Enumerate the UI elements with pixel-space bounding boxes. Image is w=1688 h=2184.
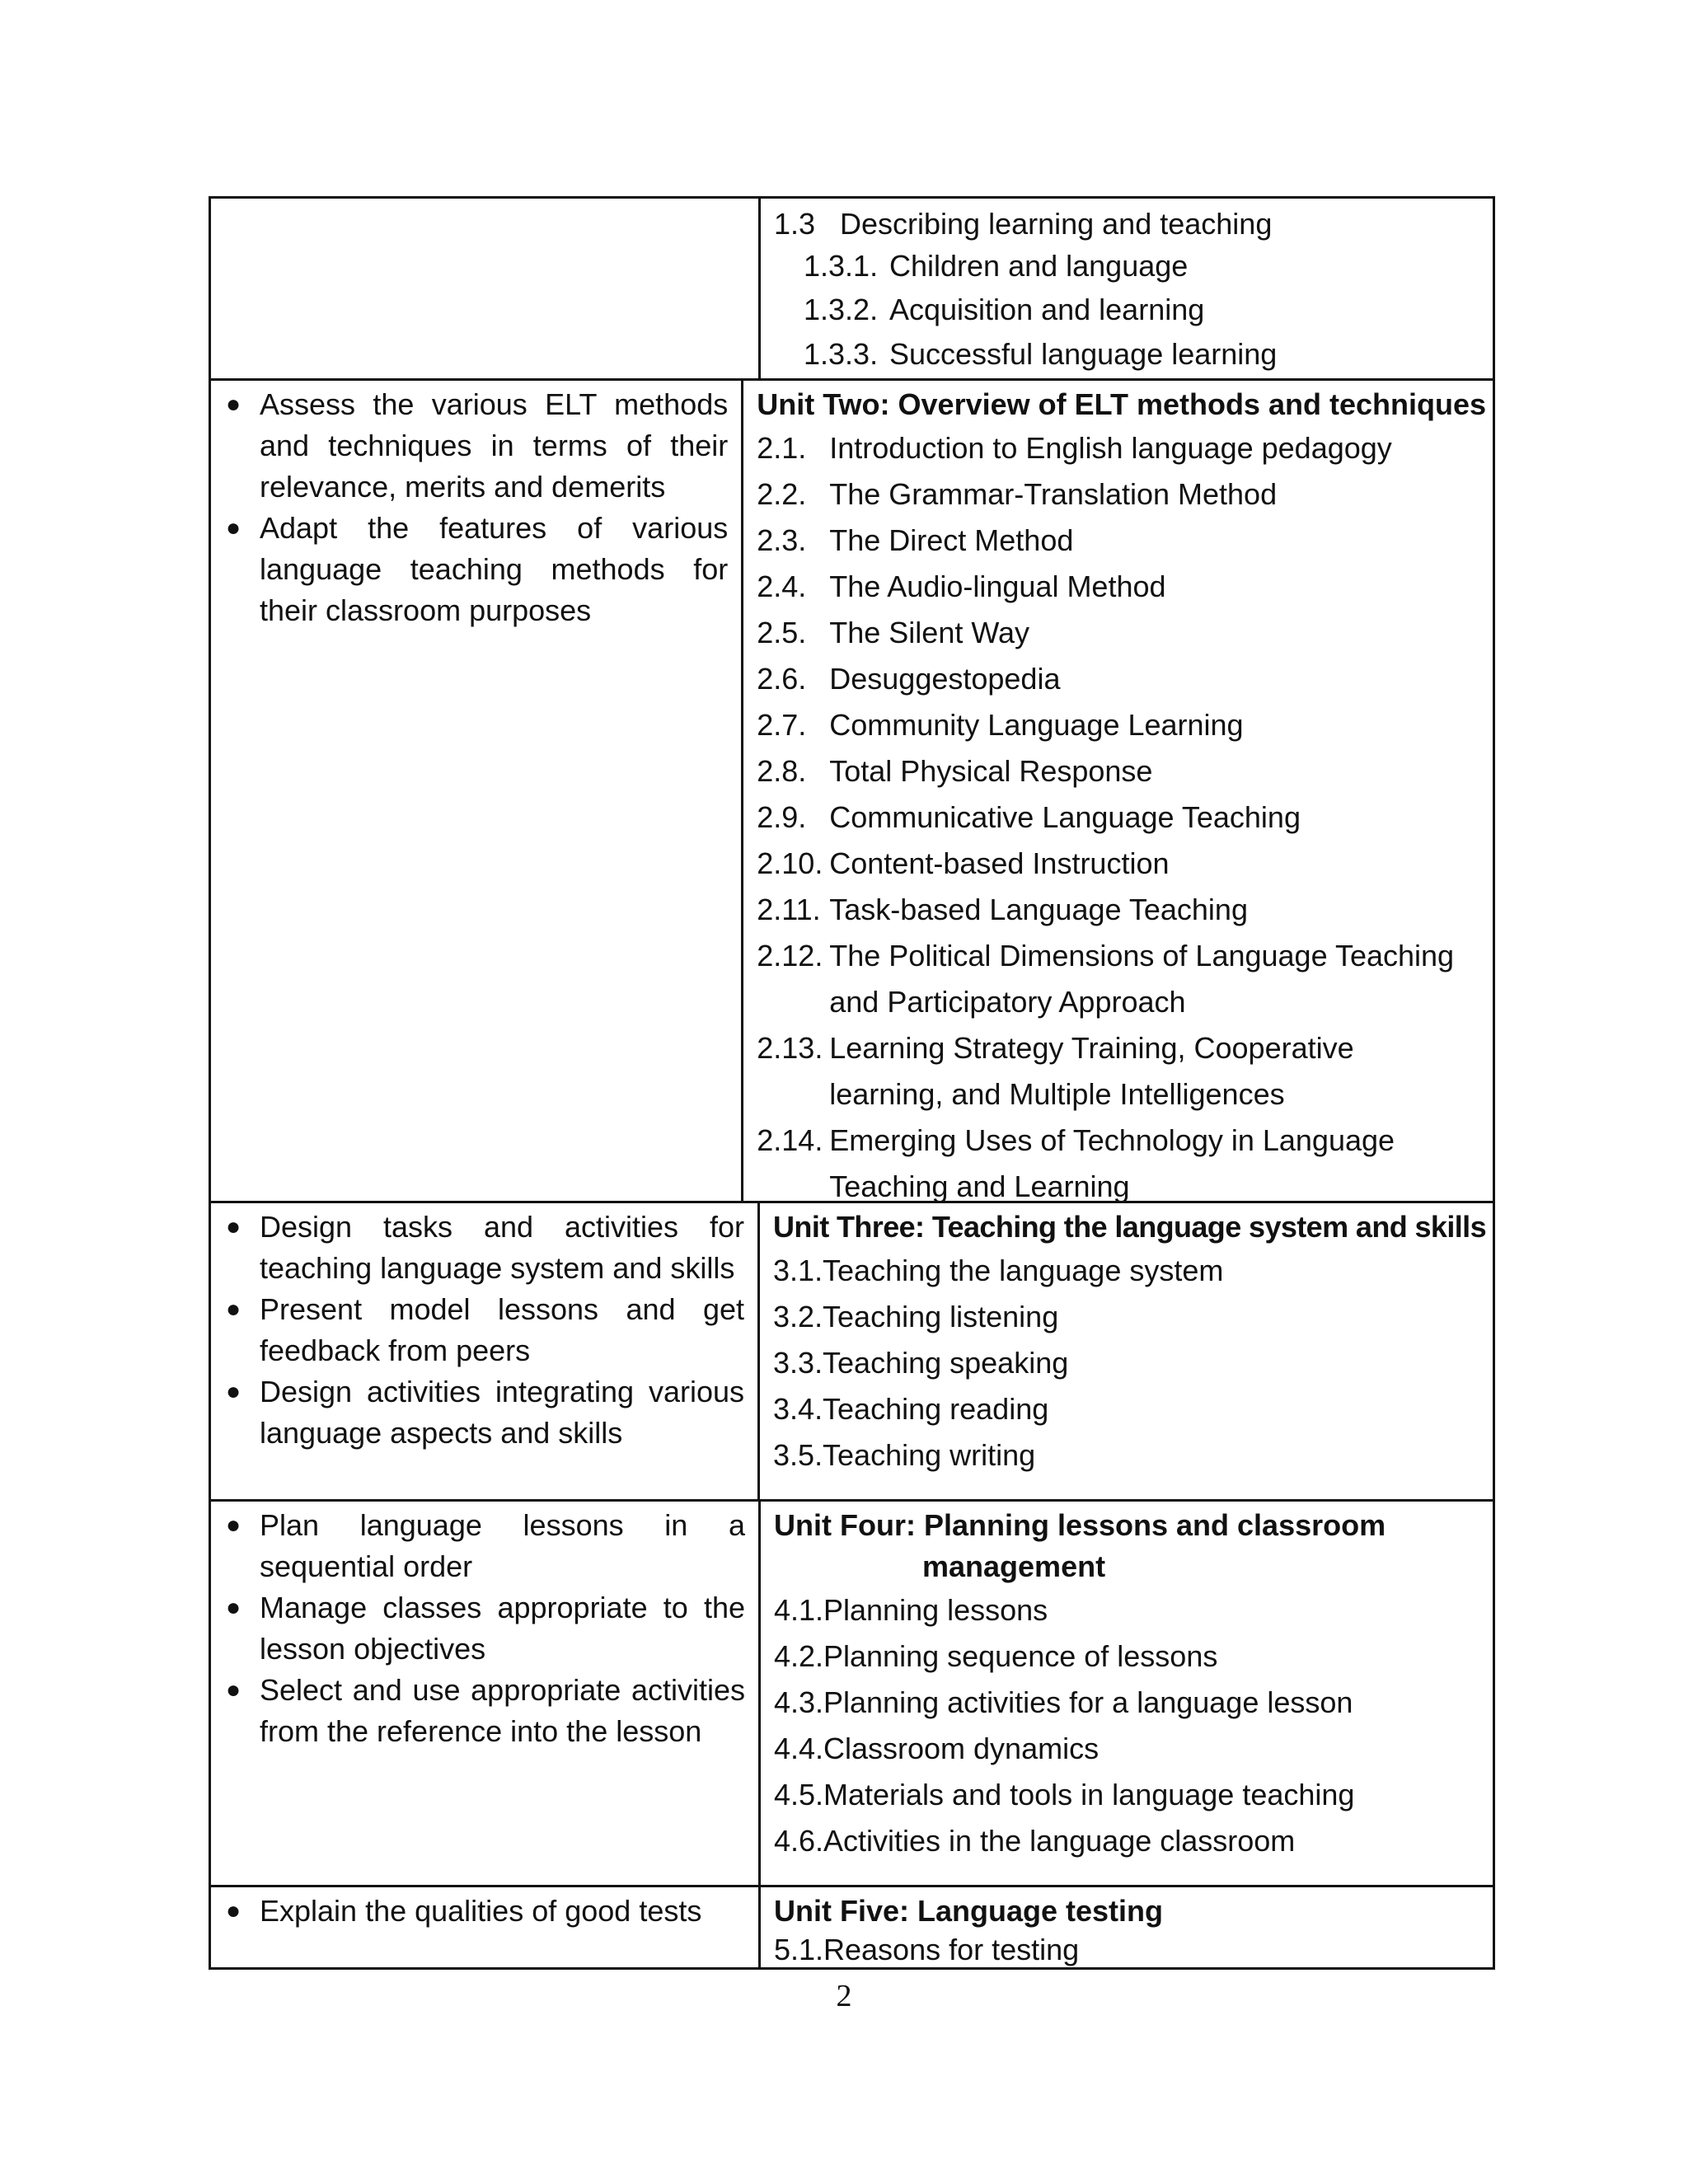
list-item: 2.5. The Silent Way [757,616,1030,649]
list-item-continuation: Teaching and Learning [829,1169,1130,1203]
objective-item [223,1371,744,1454]
list-item: 2.12. The Political Dimensions of Language Teaching [757,939,1455,972]
content-cell [743,381,1493,1201]
item-text: Successful language learning [889,337,1278,371]
table-row [211,378,1493,1201]
unit-heading: Unit Four: Planning lessons and classroom [774,1508,1386,1542]
list-item: 2.9. Communicative Language Teaching [757,800,1301,834]
objective-item [223,1670,745,1752]
objectives-cell [211,381,743,1201]
list-item: 2.14. Emerging Uses of Technology in Language [757,1123,1395,1157]
table-row [211,1885,1493,1967]
item-text: Children and language [889,249,1189,283]
objective-item [223,1587,745,1670]
objectives-cell [211,1203,760,1499]
list-item [774,204,1486,245]
table-row [211,1499,1493,1885]
list-item [774,332,1486,377]
list-item: 3.3. Teaching speaking [773,1346,1069,1380]
item-text: Acquisition and learning [889,293,1205,326]
list-item: 2.6. Desuggestopedia [757,662,1061,696]
list-item: 2.7. Community Language Learning [757,708,1244,742]
bullet-icon: ● [226,391,241,418]
objective-item [223,1505,745,1587]
objective-text: Plan language lessons in a sequential order [260,1508,745,1583]
bullet-icon: ● [226,514,241,541]
item-text: Describing learning and teaching [840,207,1273,241]
objective-item [223,508,728,631]
item-number: 1.3 [774,207,816,241]
list-item: 3.4. Teaching reading [773,1392,1049,1426]
list-item [774,245,1486,288]
list-item: 4.6. Activities in the language classroom [774,1824,1296,1858]
list-item [774,288,1486,332]
list-item: 4.5. Materials and tools in language teaching [774,1778,1355,1811]
list-item: 4.3. Planning activities for a language lesson [774,1685,1353,1719]
objective-text: Explain the qualities of good tests [260,1894,702,1928]
objectives-cell [211,199,761,378]
table-row [211,199,1493,378]
list-item-continuation: and Participatory Approach [829,985,1186,1019]
bullet-icon: ● [226,1897,241,1924]
list-item: 4.4. Classroom dynamics [774,1732,1100,1765]
objective-text: Adapt the features of various language teaching methods for their classroom purposes [260,511,729,627]
bullet-icon: ● [226,1296,241,1323]
objective-text: Present model lessons and get feedback from peers [260,1292,745,1367]
content-cell [761,1887,1493,1967]
objective-text: Manage classes appropriate to the lesson objectives [260,1591,745,1666]
syllabus-table [209,196,1495,1970]
item-number: 1.3.3. [804,337,879,371]
objective-item [223,1891,745,1932]
objective-item [223,384,728,508]
content-cell [760,1203,1493,1499]
table-row [211,1201,1493,1499]
objective-item [223,1207,744,1289]
list-item: 2.1. Introduction to English language pedagogy [757,431,1392,465]
item-number: 1.3.2. [804,293,879,326]
bullet-icon: ● [226,1213,241,1240]
content-cell [761,1502,1493,1885]
list-item-continuation: learning, and Multiple Intelligences [829,1077,1285,1111]
objectives-cell [211,1887,761,1967]
unit-heading: Unit Two: Overview of ELT methods and techniques [757,387,1486,421]
list-item: 2.2. The Grammar-Translation Method [757,477,1278,511]
list-item: 2.4. The Audio-lingual Method [757,569,1166,603]
bullet-icon: ● [226,1676,241,1704]
list-item: 5.1. Reasons for testing [774,1933,1080,1966]
objective-text: Design activities integrating various language aspects and skills [260,1375,745,1450]
list-item: 2.3. The Direct Method [757,523,1074,557]
list-item: 4.1. Planning lessons [774,1593,1048,1627]
list-item: 2.11. Task-based Language Teaching [757,893,1248,926]
unit-heading: Unit Three: Teaching the language system and skills [773,1210,1486,1244]
list-item: 2.8. Total Physical Response [757,754,1153,788]
unit-heading-continuation: management [922,1549,1106,1583]
list-item: 2.13. Learning Strategy Training, Cooperative [757,1031,1354,1065]
list-item: 3.1. Teaching the language system [773,1254,1224,1287]
unit-heading: Unit Five: Language testing [774,1894,1164,1928]
bullet-icon: ● [226,1511,241,1539]
item-number: 1.3.1. [804,249,879,283]
objective-text: Assess the various ELT methods and techniques in terms of their relevance, merits and demerits [260,387,729,504]
page-number: 2 [836,1979,852,2013]
objective-item [223,1289,744,1371]
list-item: 3.5. Teaching writing [773,1438,1036,1472]
list-item: 2.10. Content-based Instruction [757,846,1170,880]
content-cell [761,199,1493,378]
objectives-cell [211,1502,761,1885]
objective-text: Select and use appropriate activities from the reference into the lesson [260,1673,745,1748]
objective-text: Design tasks and activities for teaching language system and skills [260,1210,745,1285]
list-item: 3.2. Teaching listening [773,1300,1059,1333]
list-item: 4.2. Planning sequence of lessons [774,1639,1218,1673]
bullet-icon: ● [226,1378,241,1405]
bullet-icon: ● [226,1594,241,1621]
